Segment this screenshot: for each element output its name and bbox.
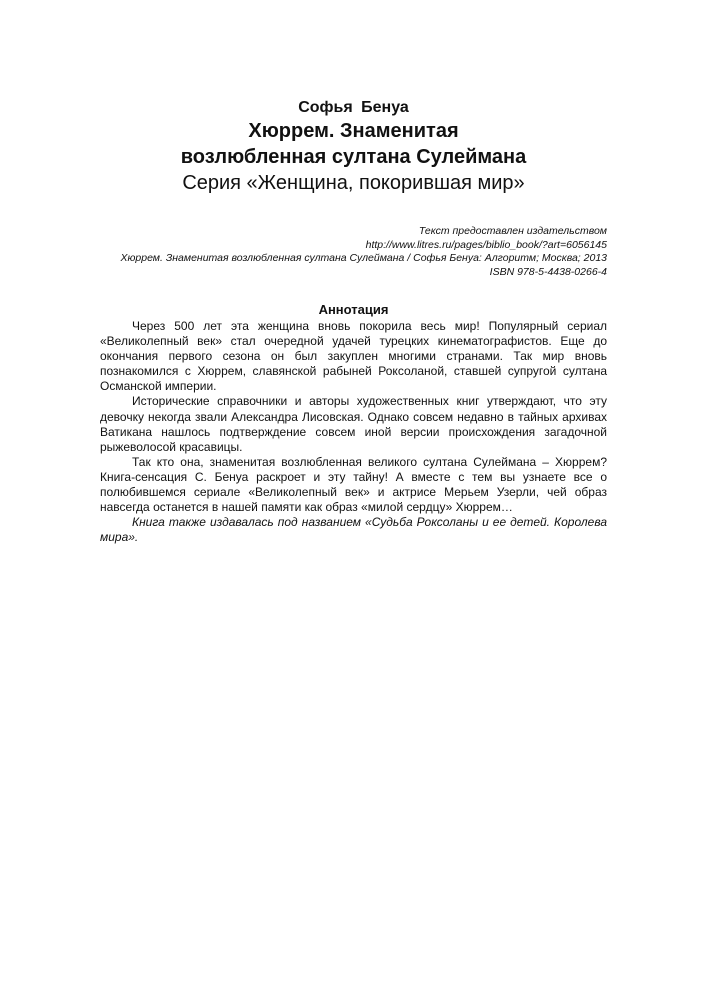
source-info (87, 225, 607, 279)
source-url: http://www.litres.ru/pages/biblio_book/?art=6056145 (365, 238, 607, 251)
citation: Хюррем. Знаменитая возлюбленная султана Сулеймана / Софья Бенуа: Алгоритм; Москва; 2013 (120, 252, 607, 264)
annotation-paragraph-italic: Книга также издавалась под названием «Судьба Роксоланы и ее детей. Королева мира». (100, 515, 607, 545)
isbn: ISBN 978-5-4438-0266-4 (489, 265, 607, 278)
annotation-paragraph: Так кто она, знаменитая возлюбленная великого султана Сулеймана – Хюррем? Книга-сенсация С. Бенуа раскроет и эту тайну! А вместе с тем вы узнаете все о полюбившемся сериале «Великолепный век» и актрисе Мерьем Узерли, чей образ навсегда останется в нашей памяти как образ «милой сердцу» Хюррем… (100, 454, 607, 515)
annotation-body (100, 319, 607, 545)
publisher-note: Текст предоставлен издательством (418, 225, 607, 237)
title-block (100, 98, 607, 196)
series-title: Серия «Женщина, покорившая мир» (182, 172, 525, 194)
book-title-line-2: возлюбленная султана Сулеймана (180, 146, 527, 168)
annotation-paragraph: Исторические справочники и авторы художественных книг утверждают, что эту девочку некогда звали Александра Лисовская. Однако совсем недавно в тайных архивах Ватикана нашлось подтверждение совсем иной версии происхождения загадочной рыжеволосой красавицы. (100, 394, 607, 454)
annotation-paragraph: Через 500 лет эта женщина вновь покорила весь мир! Популярный сериал «Великолепный век» стал очередной удачей турецких кинематографистов. Еще до окончания первого сезона он был закуплен многими странами. Так мир вновь познакомился с Хюррем, славянской рабыней Роксоланой, ставшей супругой султана Османской империи. (100, 319, 607, 394)
book-title-line-1: Хюррем. Знаменитая (248, 120, 459, 142)
author-name: Софья Бенуа (298, 99, 409, 116)
annotation-heading: Аннотация (318, 302, 389, 317)
